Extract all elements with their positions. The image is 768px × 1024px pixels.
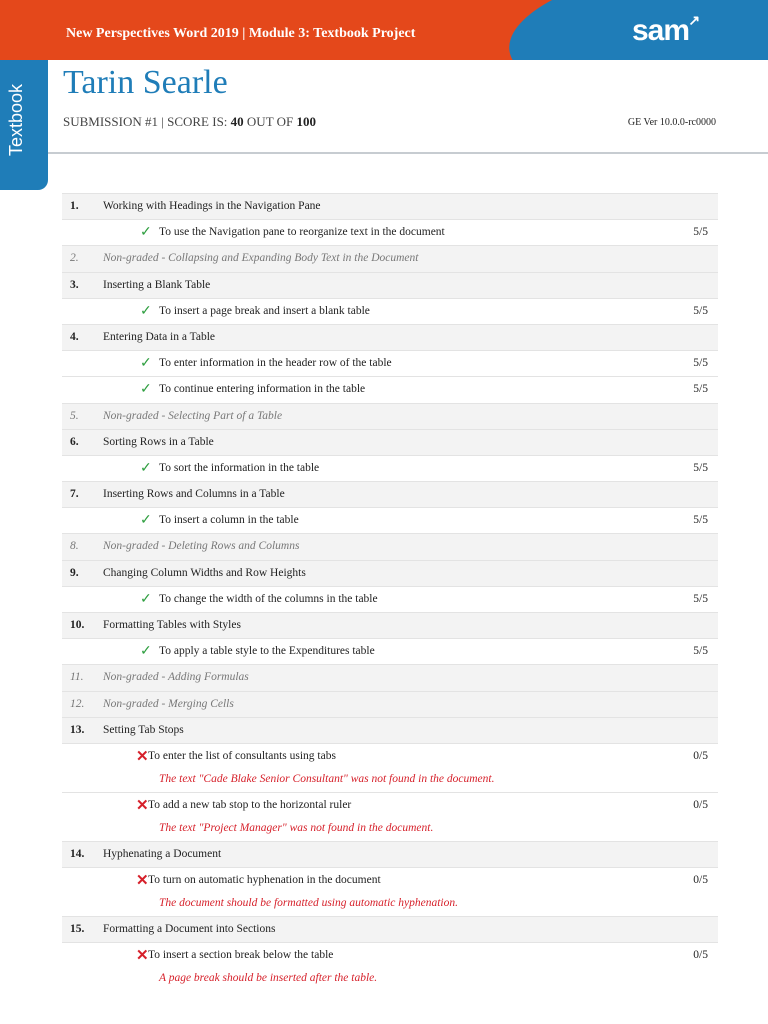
section-number: 15. bbox=[70, 923, 85, 936]
section-number: 6. bbox=[70, 435, 79, 448]
section-row bbox=[62, 560, 718, 586]
rubric-item-passed bbox=[62, 376, 718, 402]
score-out-of: OUT OF bbox=[243, 114, 297, 129]
section-title: Formatting a Document into Sections bbox=[103, 923, 276, 936]
rubric-item-passed bbox=[62, 507, 718, 533]
results-table bbox=[62, 193, 718, 991]
rubric-score: 0/5 bbox=[693, 749, 708, 762]
rubric-text: To use the Navigation pane to reorganize text in the document bbox=[159, 226, 445, 239]
score-total: 100 bbox=[296, 114, 317, 129]
section-row bbox=[62, 324, 718, 350]
rubric-score: 5/5 bbox=[693, 461, 708, 474]
checkmark-icon: ✓ bbox=[140, 513, 152, 529]
rubric-error-message: A page break should be inserted after the table. bbox=[159, 972, 378, 985]
section-number: 2. bbox=[70, 252, 79, 265]
rubric-score: 5/5 bbox=[693, 304, 708, 317]
rubric-error-message: The document should be formatted using automatic hyphenation. bbox=[159, 897, 458, 910]
section-row bbox=[62, 612, 718, 638]
rubric-item-passed bbox=[62, 455, 718, 481]
rubric-score: 5/5 bbox=[693, 645, 708, 658]
rubric-score: 5/5 bbox=[693, 226, 708, 239]
rubric-text: To apply a table style to the Expenditures table bbox=[159, 645, 375, 658]
rubric-error-message: The text "Project Manager" was not found in the document. bbox=[159, 821, 434, 834]
rubric-score: 0/5 bbox=[693, 949, 708, 962]
section-title: Inserting Rows and Columns in a Table bbox=[103, 488, 285, 501]
section-title: Non-graded - Adding Formulas bbox=[103, 671, 249, 684]
cross-icon: ✕ bbox=[136, 797, 149, 814]
rubric-item-passed bbox=[62, 350, 718, 376]
checkmark-icon: ✓ bbox=[140, 644, 152, 660]
nongraded-section-row bbox=[62, 533, 718, 559]
side-tab-label: Textbook bbox=[6, 83, 26, 156]
cross-icon: ✕ bbox=[136, 873, 149, 890]
rubric-text: To change the width of the columns in the table bbox=[159, 592, 378, 605]
student-name: Tarin Searle bbox=[63, 64, 228, 101]
section-row bbox=[62, 272, 718, 298]
score-value: 40 bbox=[230, 114, 244, 129]
section-number: 4. bbox=[70, 330, 79, 343]
rubric-text: To insert a page break and insert a blank table bbox=[159, 304, 370, 317]
section-title: Setting Tab Stops bbox=[103, 723, 184, 736]
rubric-item-failed bbox=[62, 942, 718, 991]
nongraded-section-row bbox=[62, 403, 718, 429]
header-divider bbox=[48, 152, 768, 154]
logo-tick-icon: ↗ bbox=[688, 12, 700, 28]
section-title: Inserting a Blank Table bbox=[103, 278, 211, 291]
rubric-item-passed bbox=[62, 638, 718, 664]
version-label: GE Ver 10.0.0-rc0000 bbox=[627, 117, 716, 128]
section-number: 13. bbox=[70, 723, 85, 736]
section-row bbox=[62, 481, 718, 507]
section-row bbox=[62, 717, 718, 743]
section-number: 7. bbox=[70, 488, 79, 501]
section-title: Formatting Tables with Styles bbox=[103, 619, 241, 631]
rubric-item-passed bbox=[62, 298, 718, 324]
section-number: 12. bbox=[70, 697, 85, 710]
sam-logo bbox=[632, 12, 700, 48]
nongraded-section-row bbox=[62, 664, 718, 690]
section-row bbox=[62, 916, 718, 942]
section-number: 8. bbox=[70, 540, 79, 553]
section-number: 14. bbox=[70, 847, 85, 860]
rubric-item-failed bbox=[62, 792, 718, 841]
checkmark-icon: ✓ bbox=[140, 225, 152, 241]
nongraded-section-row bbox=[62, 245, 718, 271]
rubric-item-failed bbox=[62, 867, 718, 916]
checkmark-icon: ✓ bbox=[140, 356, 152, 372]
section-title: Non-graded - Collapsing and Expanding Body Text in the Document bbox=[103, 252, 419, 265]
rubric-score: 5/5 bbox=[693, 383, 708, 396]
submission-score bbox=[63, 114, 316, 130]
section-number: 1. bbox=[70, 200, 79, 212]
section-row bbox=[62, 841, 718, 867]
rubric-score: 0/5 bbox=[693, 874, 708, 887]
cross-icon: ✕ bbox=[136, 948, 149, 965]
rubric-text: To turn on automatic hyphenation in the document bbox=[148, 874, 381, 887]
rubric-text: To continue entering information in the table bbox=[159, 383, 366, 396]
rubric-item-passed bbox=[62, 219, 718, 245]
rubric-score: 0/5 bbox=[693, 798, 708, 811]
section-title: Working with Headings in the Navigation Pane bbox=[103, 200, 321, 212]
rubric-score: 5/5 bbox=[693, 514, 708, 527]
rubric-text: To enter information in the header row of the table bbox=[159, 357, 392, 370]
section-title: Entering Data in a Table bbox=[103, 330, 216, 343]
rubric-score: 5/5 bbox=[693, 357, 708, 370]
section-title: Non-graded - Selecting Part of a Table bbox=[103, 409, 283, 422]
rubric-text: To insert a column in the table bbox=[159, 514, 299, 527]
section-title: Non-graded - Deleting Rows and Columns bbox=[103, 540, 300, 553]
module-title: New Perspectives Word 2019 | Module 3: Textbook Project bbox=[66, 26, 416, 41]
rubric-item-failed bbox=[62, 743, 718, 792]
rubric-item-passed bbox=[62, 586, 718, 612]
section-number: 10. bbox=[70, 619, 85, 631]
header-bar bbox=[0, 0, 768, 60]
nongraded-section-row bbox=[62, 691, 718, 717]
rubric-text: To add a new tab stop to the horizontal ruler bbox=[148, 798, 352, 811]
section-number: 5. bbox=[70, 409, 79, 422]
rubric-text: To insert a section break below the table bbox=[148, 949, 334, 962]
section-number: 11. bbox=[70, 671, 84, 684]
checkmark-icon: ✓ bbox=[140, 591, 152, 607]
rubric-text: To sort the information in the table bbox=[159, 461, 320, 474]
section-row bbox=[62, 429, 718, 455]
section-title: Hyphenating a Document bbox=[103, 847, 222, 860]
rubric-text: To enter the list of consultants using tabs bbox=[148, 749, 336, 762]
cross-icon: ✕ bbox=[136, 748, 149, 765]
rubric-error-message: The text "Cade Blake Senior Consultant" was not found in the document. bbox=[159, 772, 495, 785]
section-number: 9. bbox=[70, 566, 79, 579]
textbook-side-tab bbox=[0, 60, 48, 190]
rubric-score: 5/5 bbox=[693, 592, 708, 605]
section-row bbox=[62, 193, 718, 219]
checkmark-icon: ✓ bbox=[140, 382, 152, 398]
section-title: Changing Column Widths and Row Heights bbox=[103, 566, 306, 579]
section-number: 3. bbox=[70, 278, 79, 291]
checkmark-icon: ✓ bbox=[140, 460, 152, 476]
submission-prefix: SUBMISSION #1 | SCORE IS: bbox=[63, 114, 231, 129]
sam-logo-text: sam bbox=[632, 14, 690, 47]
checkmark-icon: ✓ bbox=[140, 303, 152, 319]
section-title: Non-graded - Merging Cells bbox=[103, 697, 234, 710]
section-title: Sorting Rows in a Table bbox=[103, 435, 214, 448]
